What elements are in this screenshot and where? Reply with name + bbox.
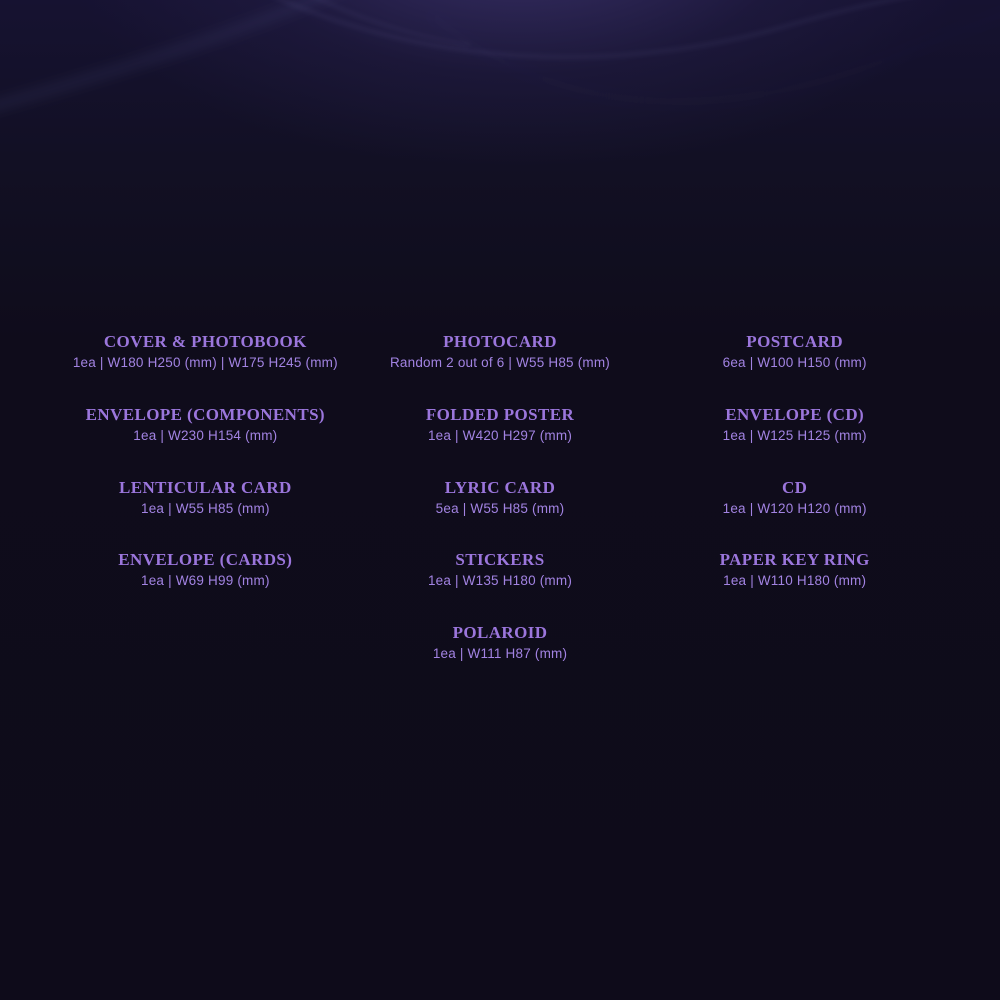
- component-item-folded-poster: [353, 404, 648, 477]
- album-components-grid: [58, 331, 942, 695]
- component-name: POLAROID: [452, 623, 548, 643]
- component-item-polaroid: [353, 622, 648, 695]
- component-item-envelope-cd: [647, 404, 942, 477]
- component-spec: 1ea | W230 H154 (mm): [133, 427, 278, 443]
- component-name: FOLDED POSTER: [425, 404, 575, 424]
- component-name: STICKERS: [455, 550, 545, 570]
- component-item-envelope-cards: [58, 549, 353, 622]
- component-name: CD: [781, 477, 808, 497]
- component-spec: 5ea | W55 H85 (mm): [435, 500, 565, 516]
- component-item-paper-key-ring: [647, 549, 942, 622]
- component-item-lyric-card: [353, 477, 648, 550]
- component-spec: 1ea | W110 H180 (mm): [723, 573, 867, 589]
- component-name: COVER & PHOTOBOOK: [103, 332, 307, 351]
- background-wave-decoration: [0, 0, 1000, 180]
- component-name: PHOTOCARD: [443, 332, 557, 351]
- component-spec: 1ea | W135 H180 (mm): [427, 573, 573, 589]
- component-name: LENTICULAR CARD: [118, 477, 292, 497]
- component-spec: 6ea | W100 H150 (mm): [722, 355, 867, 370]
- component-spec: 1ea | W120 H120 (mm): [722, 500, 867, 516]
- component-name: PAPER KEY RING: [719, 550, 870, 570]
- component-name: ENVELOPE (COMPONENTS): [85, 404, 325, 424]
- component-item-stickers: [353, 549, 648, 622]
- component-spec: 1ea | W69 H99 (mm): [141, 573, 270, 589]
- component-item-photocard: [353, 331, 648, 404]
- component-spec: 1ea | W180 H250 (mm) | W175 H245 (mm): [72, 355, 338, 370]
- component-spec: Random 2 out of 6 | W55 H85 (mm): [389, 355, 610, 370]
- component-spec: 1ea | W111 H87 (mm): [432, 646, 568, 662]
- component-name: POSTCARD: [746, 332, 844, 351]
- component-spec: 1ea | W125 H125 (mm): [722, 427, 867, 443]
- component-name: ENVELOPE (CD): [725, 404, 865, 424]
- component-item-cd: [647, 477, 942, 550]
- component-name: LYRIC CARD: [444, 477, 556, 497]
- component-spec: 1ea | W420 H297 (mm): [427, 427, 573, 443]
- component-item-cover-photobook: [58, 331, 353, 404]
- component-item-lenticular-card: [58, 477, 353, 550]
- component-item-postcard: [647, 331, 942, 404]
- component-name: ENVELOPE (CARDS): [118, 550, 293, 570]
- component-spec: 1ea | W55 H85 (mm): [141, 500, 270, 516]
- component-item-envelope-components: [58, 404, 353, 477]
